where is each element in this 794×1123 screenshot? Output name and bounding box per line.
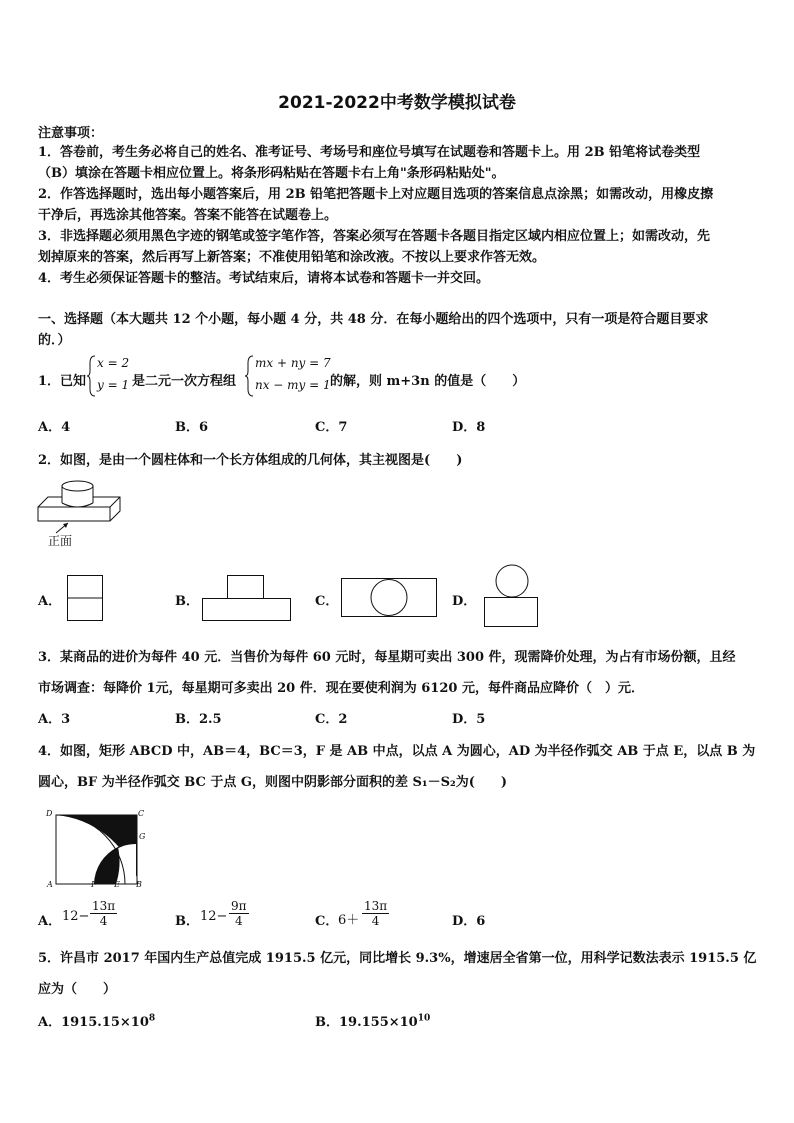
q1-option-c: C．7 [315,420,348,435]
notice-line: 1．答卷前，考生务必将自己的姓名、准考证号、考场号和座位号填写在试题卷和答题卡上。用 2B 铅笔将试卷类型 [38,145,701,160]
q4-label-d: D [46,809,53,818]
q2-option-b-figure [200,574,294,624]
q3-option-d: D．5 [452,712,486,727]
q3-option-a: A．3 [38,712,71,727]
q2-stem: 2．如图，是由一个圆柱体和一个长方体组成的几何体，其主视图是( ) [38,453,463,468]
q2-option-d: D． [452,594,477,609]
q4-label-g: G [139,832,146,841]
q1-sys2-eq2: nx − my = 1 [255,378,331,392]
brace-icon [244,355,254,397]
q5-stem-line1: 5．许昌市 2017 年国内生产总值完成 1915.5 亿元，同比增长 9.3%，增速居全省第一位，用科学记数法表示 1915.5 亿 [38,951,757,966]
q1-option-d: D．8 [452,420,486,435]
q1-sys1-eq1: x = 2 [97,356,130,370]
q4-option-c-den: 4 [371,914,380,928]
q4-option-a-num: 13π [92,899,116,913]
q4-option-b-num: 9π [231,899,247,913]
q4-option-b-int: 12− [200,909,228,924]
q2-option-c: C． [315,594,339,609]
q1-sys1-eq2: y = 1 [97,378,130,392]
notice-line: 4．考生必须保证答题卡的整洁。考试结束后，请将本试卷和答题卡一并交回。 [38,271,490,286]
notice-line: 2．作答选择题时，选出每小题答案后，用 2B 铅笔把答题卡上对应题目选项的答案信息点涂黑；如需改动，用橡皮擦 [38,187,714,202]
notice-line: （B）填涂在答题卡相应位置上。将条形码粘贴在答题卡右上角"条形码粘贴处"。 [38,166,505,181]
q4-label-e: E [114,880,120,889]
brace-icon [86,355,96,397]
notice-heading: 注意事项： [38,126,104,141]
q1-option-a: A．4 [38,420,71,435]
q5-option-b-base: B．19.155×10 [315,1015,418,1030]
q1-prefix: 1．已知 [38,374,87,389]
q2-option-a-figure [66,574,106,624]
q3-option-c: C．2 [315,712,348,727]
q4-option-c-num: 13π [364,899,388,913]
q1-mid: 是二元一次方程组 [132,374,237,389]
section-heading-cont: 的．） [38,333,71,348]
q4-label-a: A [47,880,53,889]
q4-option-c-fraction [362,899,389,928]
q1-sys2-eq1: mx + ny = 7 [255,356,331,370]
q5-stem-line2: 应为（ ） [38,982,117,997]
q2-option-c-figure [340,576,438,620]
section-heading: 一、选择题（本大题共 12 个小题，每小题 4 分，共 48 分．在每小题给出的四个选项中，只有一项是符合题目要求 [38,312,709,327]
q1-suffix: 的解，则 m+3n 的值是（ ） [330,374,526,389]
q4-option-c-label: C． [315,914,339,929]
q5-option-a [38,1011,155,1030]
q4-label-b: B [136,880,142,889]
q4-option-a-int: 12− [62,909,90,924]
notice-line: 干净后，再选涂其他答案。答案不能答在试题卷上。 [38,208,338,223]
q3-option-b: B．2.5 [175,712,222,727]
notice-line: 划掉原来的答案，然后再写上新答案；不准使用铅笔和涂改液。不按以上要求作答无效。 [38,250,546,265]
q4-option-c-int: 6＋ [338,913,360,928]
q4-label-c: C [138,809,145,818]
q4-option-b-den: 4 [234,914,243,928]
q3-stem-line1: 3．某商品的进价为每件 40 元．当售价为每件 60 元时，每星期可卖出 300 件，现需降价处理，为占有市场份额，且经 [38,650,736,665]
q4-option-b-label: B． [175,914,199,929]
q4-option-a-label: A． [38,914,62,929]
q4-option-a-fraction [90,899,117,928]
q2-option-d-figure [482,563,540,629]
q2-front-label: 正面 [48,534,73,548]
q2-option-a: A． [38,594,62,609]
page-title: 2021-2022中考数学模拟试卷 [278,93,516,113]
q5-option-b-exp: 10 [417,1013,431,1024]
q2-option-b: B． [175,594,199,609]
q1-option-b: B．6 [175,420,209,435]
q5-option-a-base: A．1915.15×10 [38,1015,149,1030]
q5-option-a-exp: 8 [148,1013,156,1024]
q4-stem-line2: 圆心，BF 为半径作弧交 BC 于点 G，则图中阴影部分面积的差 S₁－S₂为( ) [38,775,507,790]
q4-option-a-den: 4 [99,914,108,928]
q3-stem-line2: 市场调查：每降价 1元，每星期可多卖出 20 件．现在要使利润为 6120 元，每件商品应降价（ ）元． [38,681,644,696]
q4-option-b-fraction [229,899,249,928]
notice-line: 3．非选择题必须用黑色字迹的钢笔或签字笔作答，答案必须写在答题卡各题目指定区域内相应位置上；如需改动，先 [38,229,711,244]
q4-stem-line1: 4．如图，矩形 ABCD 中，AB＝4，BC＝3，F 是 AB 中点，以点 A 为圆心，AD 为半径作弧交 AB 于点 E，以点 B 为 [38,744,756,759]
q5-option-b [315,1011,430,1030]
q4-label-f: F [91,880,97,889]
q4-option-d: D．6 [452,914,486,929]
